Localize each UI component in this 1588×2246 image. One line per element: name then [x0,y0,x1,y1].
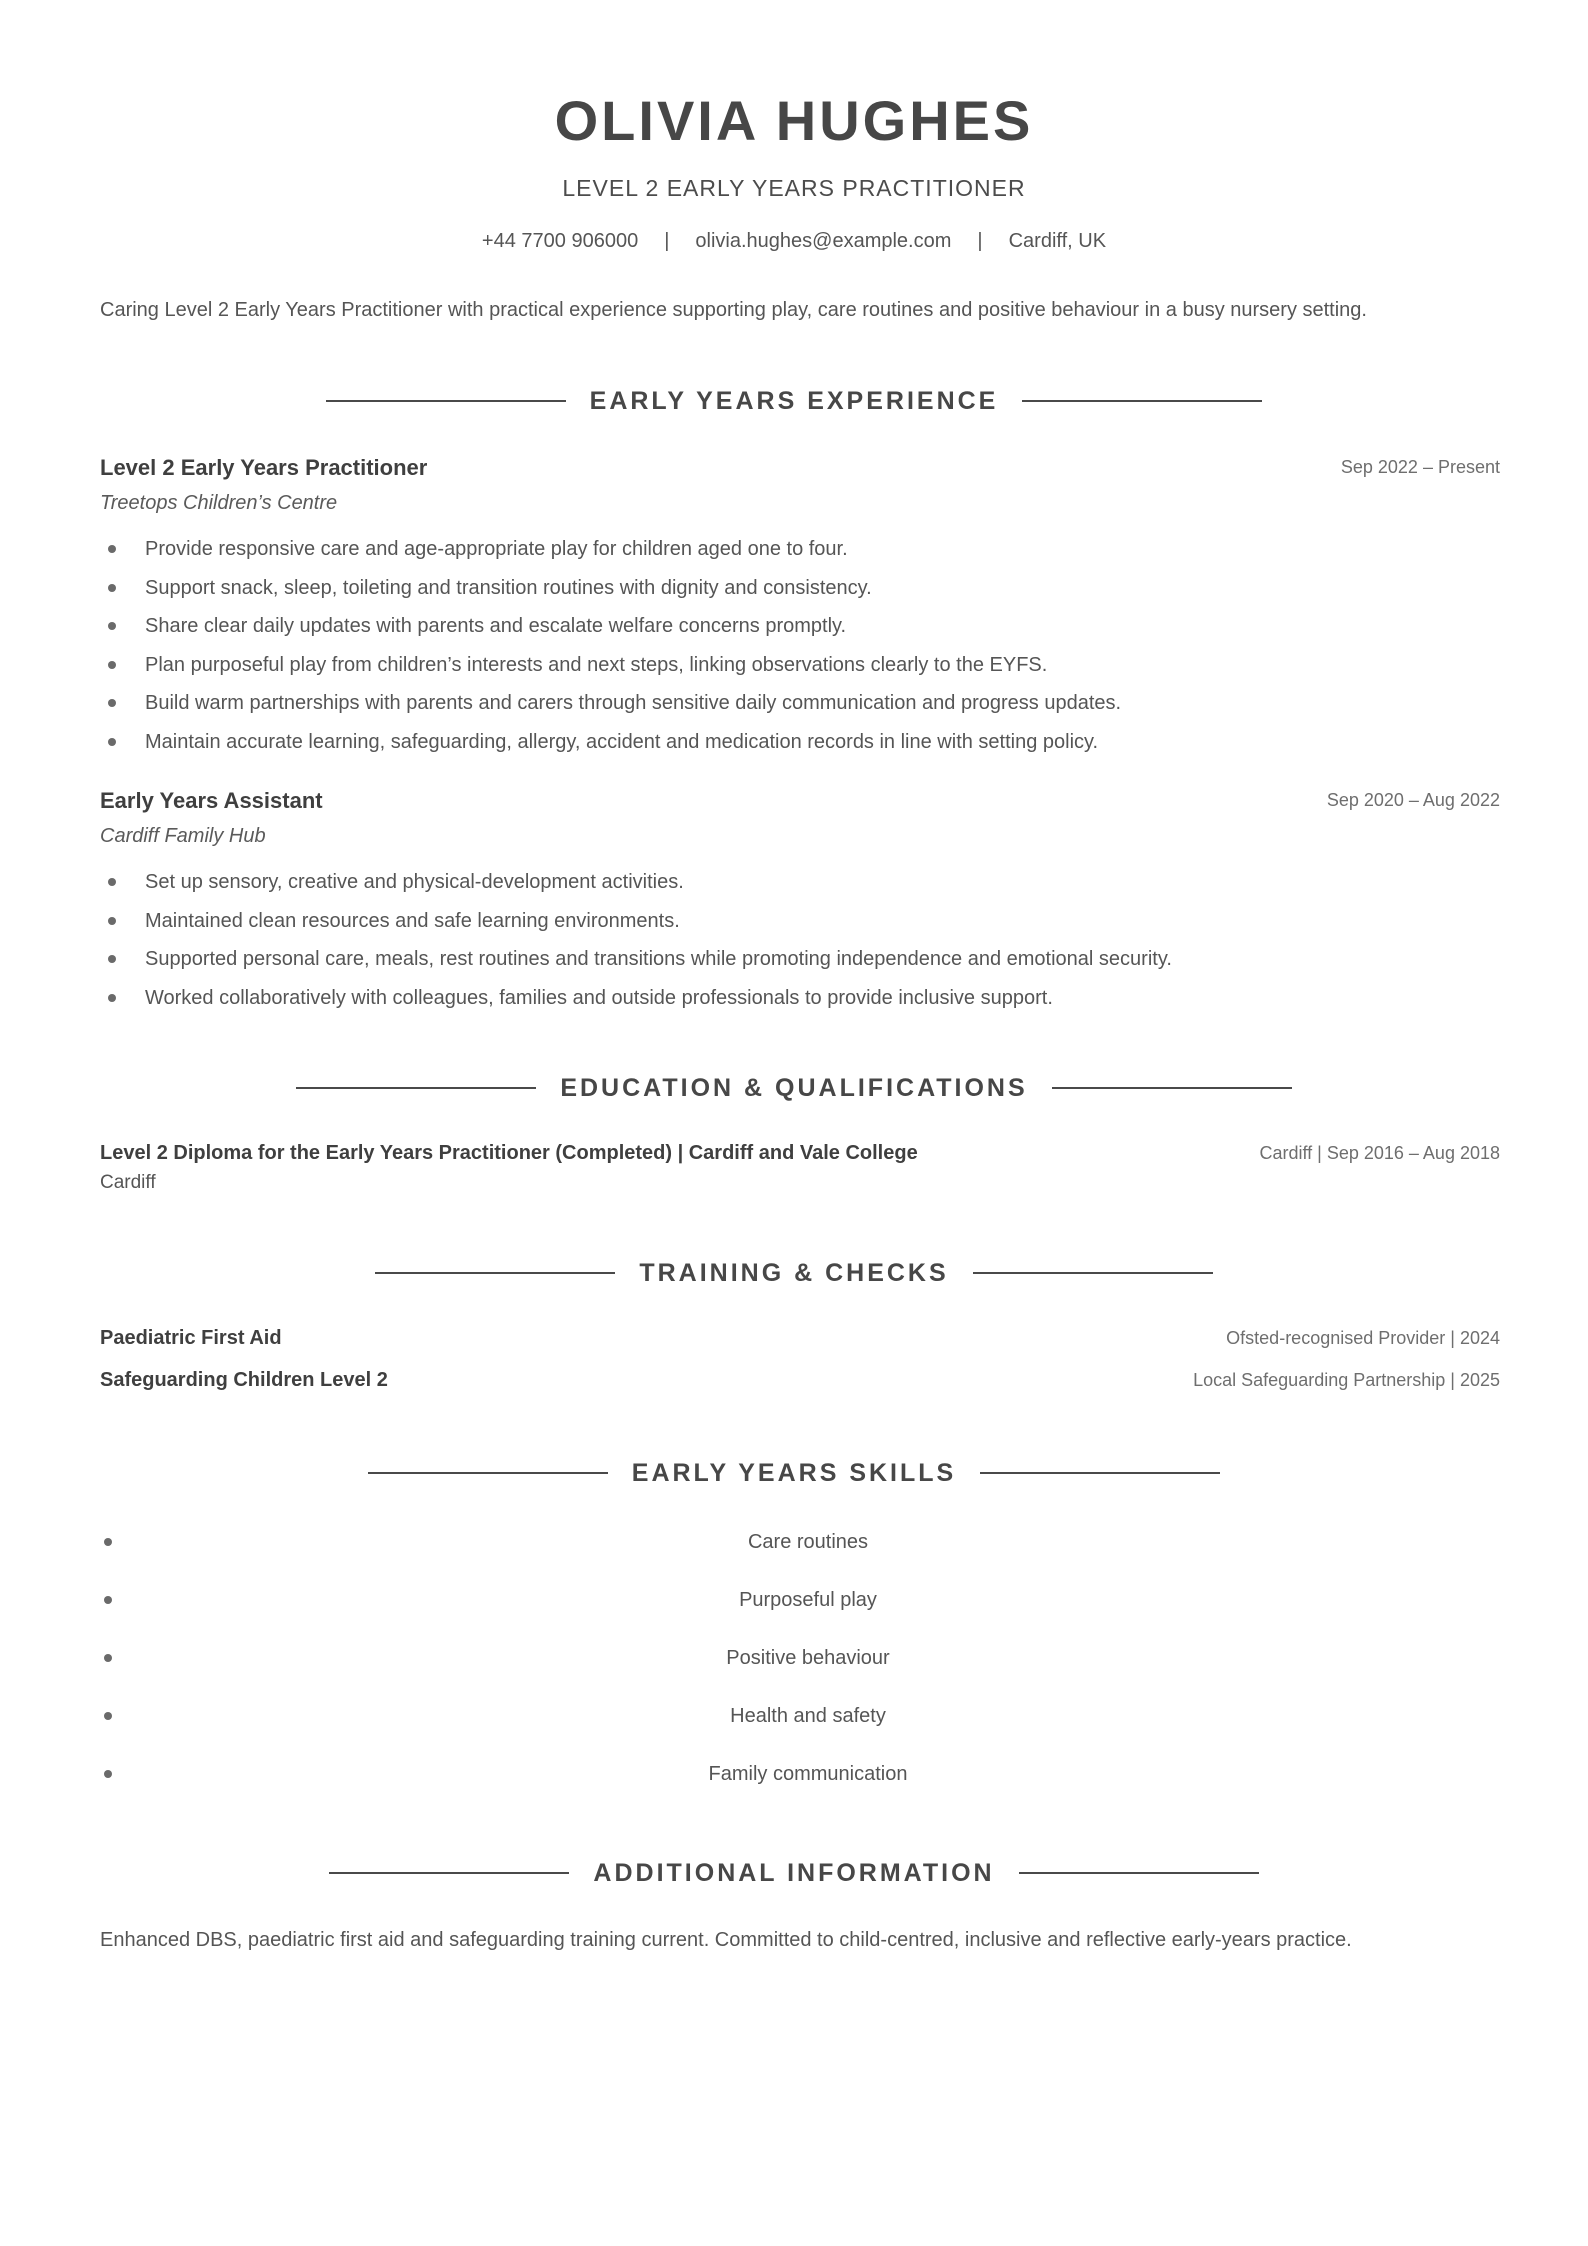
skill-label: Family communication [708,1763,908,1785]
contact-phone: +44 7700 906000 [481,230,639,252]
list-item: Share clear daily updates with parents and escalate welfare concerns promptly. [100,612,1500,651]
qualification-location: Cardiff [100,1172,156,1193]
training-meta: Ofsted-recognised Provider | 2024 [1226,1328,1500,1348]
divider-line [1019,1872,1259,1874]
candidate-role: LEVEL 2 EARLY YEARS PRACTITIONER [562,175,1026,201]
qualification-meta: Cardiff | Sep 2016 – Aug 2018 [1259,1143,1500,1163]
list-item: Build warm partnerships with parents and carers through sensitive daily communication and progress updates. [100,689,1500,728]
list-item: Worked collaboratively with colleagues, families and outside professionals to provide inclusive support. [100,984,1500,1023]
contact-email: olivia.hughes@example.com [695,230,952,252]
section-heading-education [0,1070,1588,1106]
list-item: Provide responsive care and age-appropriate play for children aged one to four. [100,535,1500,574]
list-item: Support snack, sleep, toileting and transition routines with dignity and consistency. [100,574,1500,613]
bullet-icon [104,1538,112,1546]
list-item: Plan purposeful play from children’s interests and next steps, linking observations clearly to the EYFS. [100,651,1500,690]
divider-line [973,1272,1213,1274]
divider-line [326,400,566,402]
section-heading-training [0,1255,1588,1291]
divider-line [368,1472,608,1474]
job-dates: Sep 2020 – Aug 2022 [1326,790,1500,810]
additional-info: Enhanced DBS, paediatric first aid and safeguarding training current. Committed to child-centred, inclusive and reflective early-years practice. [100,1929,1352,1951]
job-title: Level 2 Early Years Practitioner [100,455,428,480]
section-heading-experience [0,383,1588,419]
job-responsibilities [100,868,1500,1022]
job-organization: Cardiff Family Hub [100,825,266,847]
list-item: Maintained clean resources and safe learning environments. [100,907,1500,946]
section-heading-additional [0,1855,1588,1891]
contact-line [0,227,1588,255]
divider-line [329,1872,569,1874]
skill-label: Purposeful play [739,1589,877,1611]
job-dates: Sep 2022 – Present [1340,457,1500,477]
section-title: EARLY YEARS EXPERIENCE [589,387,999,415]
divider-line [1022,400,1262,402]
bullet-icon [104,1712,112,1720]
section-title: ADDITIONAL INFORMATION [593,1859,995,1887]
section-title: EARLY YEARS SKILLS [631,1459,957,1487]
list-item: Supported personal care, meals, rest routines and transitions while promoting independence and emotional security. [100,945,1500,984]
bullet-icon [104,1654,112,1662]
contact-location: Cardiff, UK [1008,230,1107,252]
profile-summary: Caring Level 2 Early Years Practitioner with practical experience supporting play, care routines and positive behaviour in a busy nursery setting. [100,299,1367,321]
skill-item [100,1527,1500,1557]
bullet-icon [104,1596,112,1604]
training-meta: Local Safeguarding Partnership | 2025 [1193,1370,1500,1390]
job-title: Early Years Assistant [100,788,323,813]
job-organization: Treetops Children’s Centre [100,492,338,514]
candidate-name: OLIVIA HUGHES [554,89,1034,152]
skill-item [100,1759,1500,1789]
list-item: Set up sensory, creative and physical-development activities. [100,868,1500,907]
contact-separator: | [664,230,670,252]
list-item: Maintain accurate learning, safeguarding, allergy, accident and medication records in line with setting policy. [100,728,1500,767]
skill-item [100,1643,1500,1673]
section-title: TRAINING & CHECKS [639,1259,949,1287]
qualification-title: Level 2 Diploma for the Early Years Practitioner (Completed) | Cardiff and Vale College [100,1142,918,1164]
job-responsibilities [100,535,1500,766]
section-title: EDUCATION & QUALIFICATIONS [560,1074,1028,1102]
skill-item [100,1585,1500,1615]
skill-item [100,1701,1500,1731]
training-title: Safeguarding Children Level 2 [100,1369,388,1391]
divider-line [980,1472,1220,1474]
section-heading-skills [0,1455,1588,1491]
divider-line [1052,1087,1292,1089]
skill-label: Care routines [747,1531,869,1553]
bullet-icon [104,1770,112,1778]
contact-separator: | [977,230,983,252]
divider-line [296,1087,536,1089]
training-title: Paediatric First Aid [100,1327,282,1349]
skill-label: Health and safety [730,1705,886,1727]
skill-label: Positive behaviour [726,1647,890,1669]
divider-line [375,1272,615,1274]
